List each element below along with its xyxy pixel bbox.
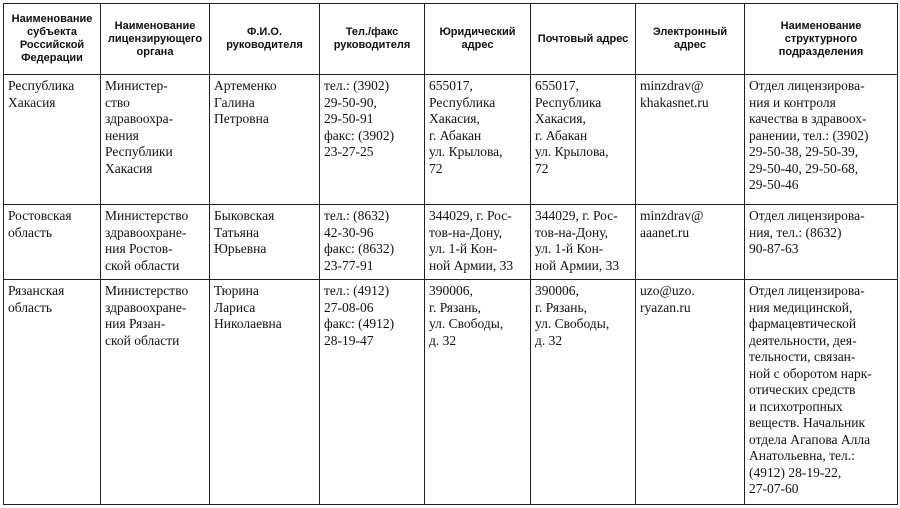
cell-authority: Министерство здравоохране- ния Рязан- ской области bbox=[101, 280, 210, 505]
header-legal-address: Юридический адрес bbox=[425, 4, 531, 75]
cell-region: Рязанская область bbox=[4, 280, 101, 505]
header-row bbox=[4, 4, 898, 75]
cell-legal-address: 344029, г. Рос- тов-на-Дону, ул. 1-й Кон- ной Армии, 33 bbox=[425, 205, 531, 280]
cell-division: Отдел лицензирова- ния медицинской, фармацевтической деятельности, дея- тельности, связан- ной с оборотом нарк- отических средств и психотропных веществ. Начальник отдела Агапова Алла Анатольевна, тел.: (4912) 28-19-22, 27-07-60 bbox=[745, 280, 898, 505]
table-row bbox=[4, 205, 898, 280]
header-division: Наименование структурного подразделения bbox=[745, 4, 898, 75]
cell-postal-address: 655017, Республика Хакасия, г. Абакан ул. Крылова, 72 bbox=[531, 75, 636, 205]
cell-head-name: Быковская Татьяна Юрьевна bbox=[210, 205, 320, 280]
cell-head-name: Тюрина Лариса Николаевна bbox=[210, 280, 320, 505]
cell-postal-address: 390006, г. Рязань, ул. Свободы, д. 32 bbox=[531, 280, 636, 505]
cell-authority: Министер- ство здравоохра- нения Республики Хакасия bbox=[101, 75, 210, 205]
header-phone-fax: Тел./факс руководителя bbox=[320, 4, 425, 75]
table-row bbox=[4, 280, 898, 505]
cell-email: minzdrav@ khakasnet.ru bbox=[636, 75, 745, 205]
header-authority: Наименование лицензирующего органа bbox=[101, 4, 210, 75]
header-region: Наименование субъекта Российской Федерации bbox=[4, 4, 101, 75]
cell-postal-address: 344029, г. Рос- тов-на-Дону, ул. 1-й Кон- ной Армии, 33 bbox=[531, 205, 636, 280]
cell-legal-address: 390006, г. Рязань, ул. Свободы, д. 32 bbox=[425, 280, 531, 505]
cell-email: minzdrav@ aaanet.ru bbox=[636, 205, 745, 280]
licensing-authorities-table bbox=[3, 3, 898, 505]
cell-legal-address: 655017, Республика Хакасия, г. Абакан ул. Крылова, 72 bbox=[425, 75, 531, 205]
cell-region: Республика Хакасия bbox=[4, 75, 101, 205]
header-email: Электронный адрес bbox=[636, 4, 745, 75]
header-head-name: Ф.И.О. руководителя bbox=[210, 4, 320, 75]
cell-division: Отдел лицензирова- ния, тел.: (8632) 90-87-63 bbox=[745, 205, 898, 280]
cell-phone-fax: тел.: (8632) 42-30-96 факс: (8632) 23-77-91 bbox=[320, 205, 425, 280]
cell-head-name: Артеменко Галина Петровна bbox=[210, 75, 320, 205]
table-row bbox=[4, 75, 898, 205]
cell-region: Ростовская область bbox=[4, 205, 101, 280]
cell-phone-fax: тел.: (3902) 29-50-90, 29-50-91 факс: (3902) 23-27-25 bbox=[320, 75, 425, 205]
cell-phone-fax: тел.: (4912) 27-08-06 факс: (4912) 28-19-47 bbox=[320, 280, 425, 505]
cell-division: Отдел лицензирова- ния и контроля качества в здравоох- ранении, тел.: (3902) 29-50-38, 29-50-39, 29-50-40, 29-50-68, 29-50-46 bbox=[745, 75, 898, 205]
cell-email: uzo@uzo. ryazan.ru bbox=[636, 280, 745, 505]
cell-authority: Министерство здравоохране- ния Ростов- ской области bbox=[101, 205, 210, 280]
header-postal-address: Почтовый адрес bbox=[531, 4, 636, 75]
